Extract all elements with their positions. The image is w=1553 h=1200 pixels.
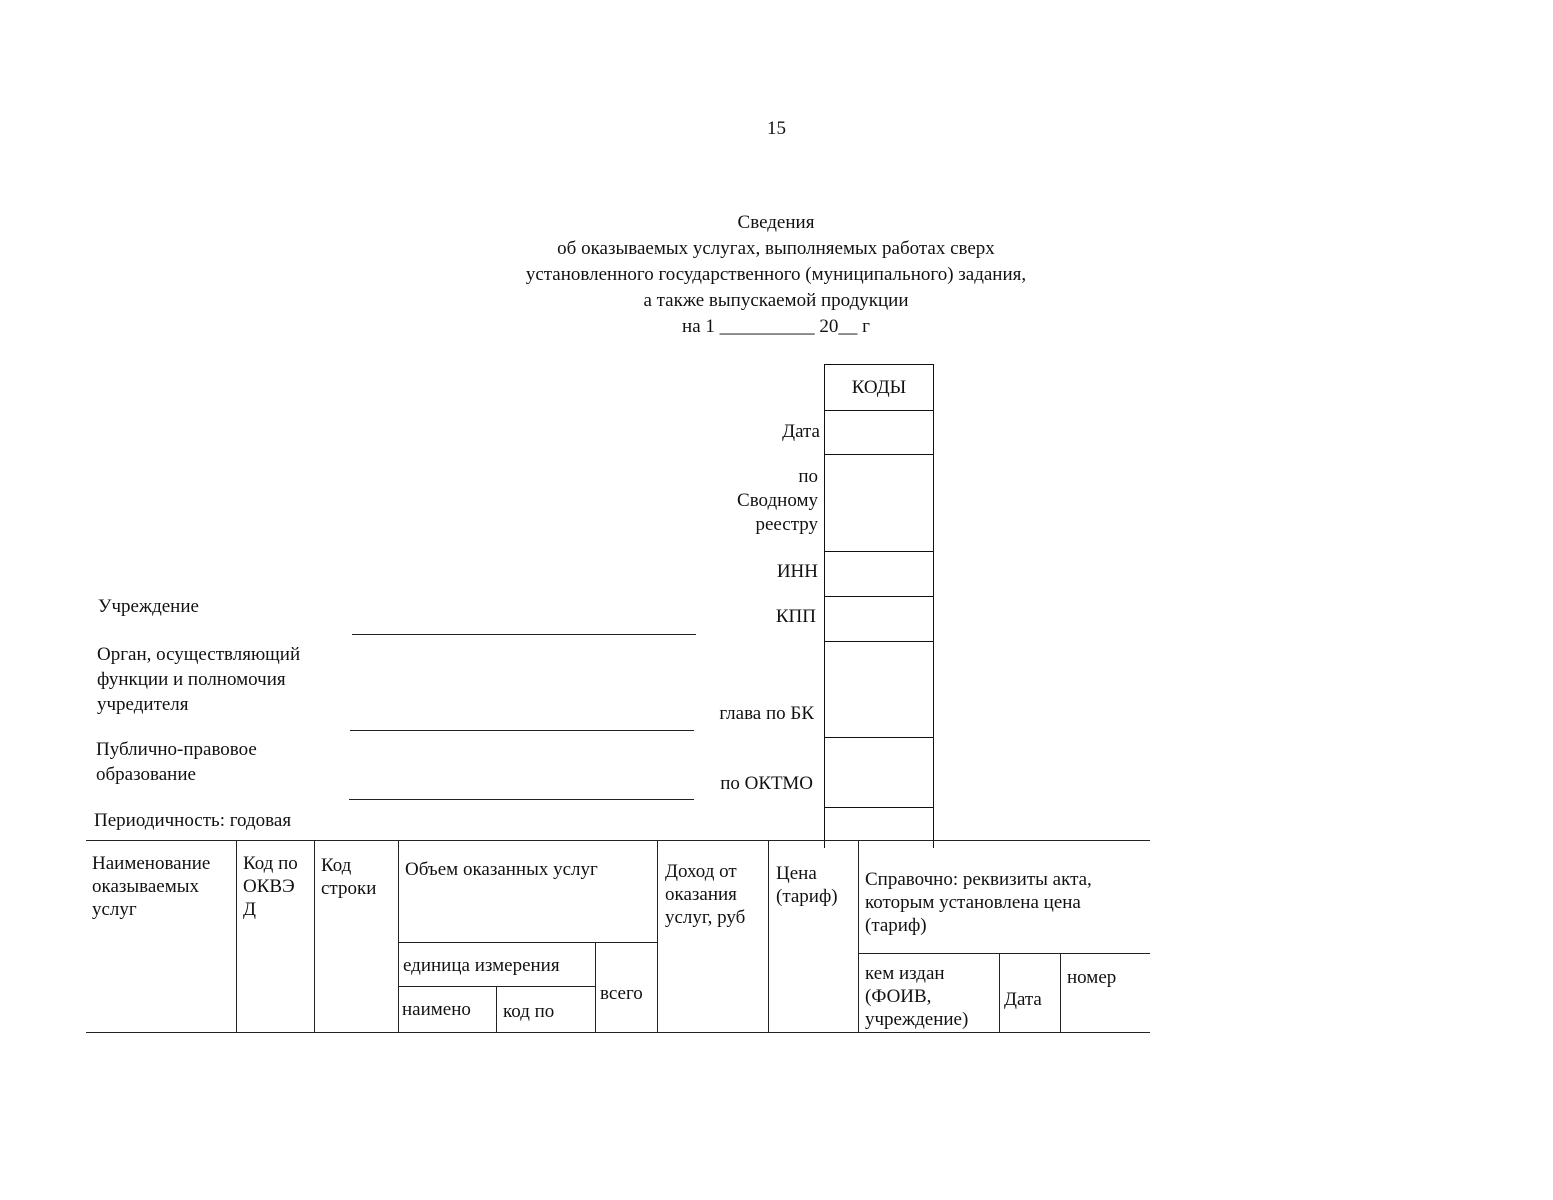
col-divider: [236, 840, 237, 1032]
col-divider: [314, 840, 315, 1032]
founder-fill-line[interactable]: [350, 730, 694, 731]
header-line: ОКВЭ: [243, 876, 295, 897]
header-line: Код по: [243, 853, 298, 874]
header-line: (тариф): [865, 915, 927, 936]
header-line: услуг, руб: [665, 907, 746, 928]
registry-label: [620, 465, 818, 537]
header-line: (ФОИВ,: [865, 986, 932, 1007]
title-line: а также выпускаемой продукции: [643, 290, 909, 311]
registry-label-line: реестру: [755, 514, 818, 535]
col-unit-header: единица измерения: [403, 955, 560, 976]
title-line: установленного государственного (муниципального) задания,: [525, 264, 1027, 285]
header-line: которым установлена цена: [865, 892, 1081, 913]
public-entity-fill-line[interactable]: [349, 799, 694, 800]
kpp-label: КПП: [775, 606, 816, 627]
header-line: учреждение): [865, 1009, 969, 1030]
founder-label-line: функции и полномочия: [97, 669, 286, 690]
col-date-header: Дата: [1004, 989, 1042, 1010]
institution-fill-line[interactable]: [352, 634, 696, 635]
col-divider: [657, 840, 658, 1032]
col-divider: [398, 840, 399, 1032]
services-table: [86, 840, 1150, 1050]
codes-header: КОДЫ: [825, 365, 933, 411]
header-line: Доход от: [665, 861, 737, 882]
unit-top-border: [398, 942, 657, 943]
inn-label: ИНН: [776, 561, 818, 582]
founder-label-line: Орган, осуществляющий: [97, 644, 301, 665]
codes-box: [824, 364, 934, 848]
header-line: Код: [321, 855, 352, 876]
header-line: Справочно: реквизиты акта,: [865, 869, 1092, 890]
title-line: Сведения: [737, 212, 815, 233]
periodicity-label: Периодичность: годовая: [94, 810, 292, 831]
code-inn-cell[interactable]: [825, 552, 933, 597]
col-divider: [768, 840, 769, 1032]
page-number: 15: [767, 118, 786, 139]
header-line: Д: [243, 899, 256, 920]
title-date-line: на 1 __________ 20__ г: [682, 316, 870, 337]
col-name-header: [92, 852, 210, 921]
date-label: Дата: [782, 421, 820, 442]
col-total-header: всего: [600, 983, 643, 1004]
document-title: [420, 210, 1132, 340]
table-bottom-border: [86, 1032, 1150, 1033]
col-divider: [595, 942, 596, 1032]
col-line-code-header: [321, 854, 376, 900]
header-line: услуг: [92, 899, 137, 920]
code-chapter-cell[interactable]: [825, 642, 933, 738]
registry-label-line: Сводному: [737, 490, 818, 511]
institution-label: Учреждение: [98, 596, 199, 617]
header-line: (тариф): [776, 886, 838, 907]
founder-label: [97, 642, 300, 717]
header-line: строки: [321, 878, 377, 899]
header-line: оказания: [665, 884, 737, 905]
public-entity-label-line: Публично-правовое: [96, 739, 257, 760]
col-number-header: номер: [1067, 967, 1117, 988]
founder-label-line: учредителя: [97, 694, 189, 715]
col-price-header: [776, 862, 838, 908]
registry-label-line: по: [798, 466, 818, 487]
col-volume-header: Объем оказанных услуг: [405, 859, 598, 880]
code-oktmo-cell[interactable]: [825, 738, 933, 808]
title-line: об оказываемых услугах, выполняемых работах сверх: [557, 238, 995, 259]
col-reference-header: [865, 868, 1092, 937]
table-top-border: [86, 840, 1150, 841]
col-divider: [1060, 953, 1061, 1032]
col-divider: [496, 986, 497, 1032]
chapter-label: глава по БК: [719, 703, 814, 724]
code-registry-cell[interactable]: [825, 455, 933, 552]
oktmo-label: по ОКТМО: [720, 773, 813, 794]
col-income-header: [665, 860, 745, 929]
public-entity-label: [96, 737, 257, 787]
col-divider: [858, 840, 859, 1032]
code-kpp-cell[interactable]: [825, 597, 933, 642]
col-issuer-header: [865, 962, 968, 1031]
ref-sub-border: [858, 953, 1150, 954]
col-okved-header: [243, 852, 298, 921]
header-line: оказываемых: [92, 876, 200, 897]
col-divider: [999, 953, 1000, 1032]
header-line: Цена: [776, 863, 817, 884]
code-date-cell[interactable]: [825, 411, 933, 455]
col-unit-code-header: код по: [503, 1001, 555, 1022]
public-entity-label-line: образование: [96, 764, 196, 785]
header-line: кем издан: [865, 963, 945, 984]
header-line: Наименование: [92, 853, 211, 874]
col-unit-name-header: наимено: [402, 999, 471, 1020]
